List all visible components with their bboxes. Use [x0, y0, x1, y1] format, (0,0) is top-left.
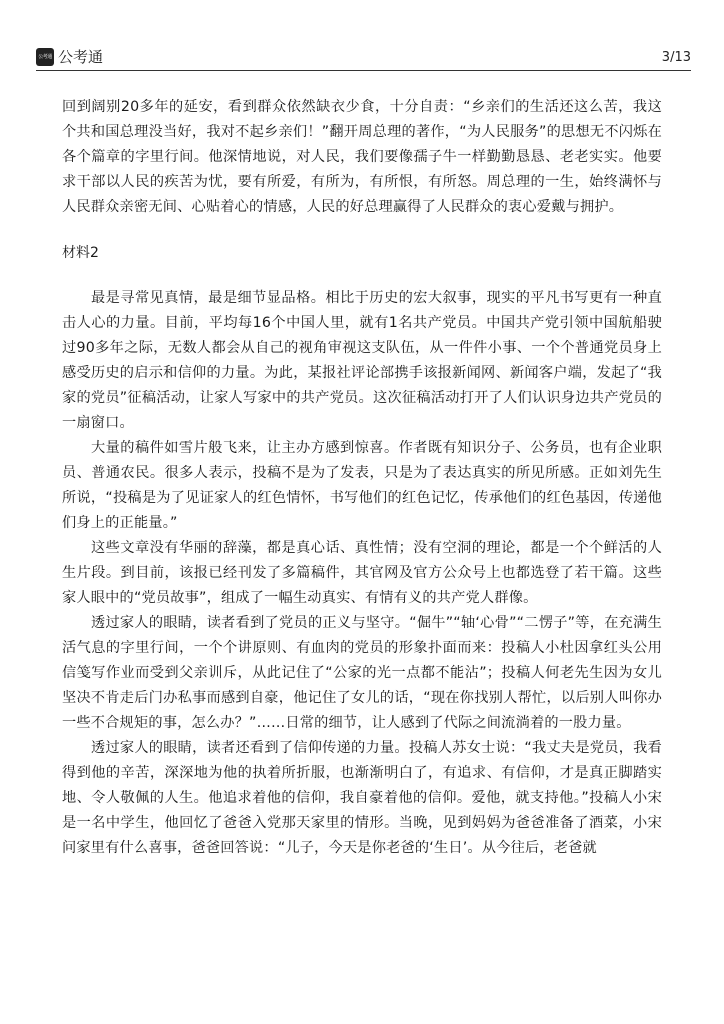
paragraph-3: 这些文章没有华丽的辞藻，都是真心话、真性情；没有空洞的理论，都是一个个鲜活的人生片段。到目前，该报已经刊发了多篇稿件，其官网及官方公众号上也都选登了若干篇。这些家人眼中的“党员故事”，组成了一幅生动真实、有情有义的共产党人群像。 — [62, 540, 662, 606]
paragraph-5: 透过家人的眼睛，读者还看到了信仰传递的力量。投稿人苏女士说：“我丈夫是党员，我看得到他的辛苦，深深地为他的执着所折服，也渐渐明白了，有追求、有信仰，才是真正脚踏实地、令人敬佩的人生。他追求着他的信仰，我自豪着他的信仰。爱他，就支持他。”投稿人小宋是一名中学生，他回忆了爸爸入党那天家里的情形。当晚，见到妈妈为爸爸准备了酒菜，小宋问家里有什么喜事，爸爸回答说：“儿子，今天是你老爸的‘生日’。从今往后，老爸就 — [62, 740, 662, 856]
paragraph-2: 大量的稿件如雪片般飞来，让主办方感到惊喜。作者既有知识分子、公务员，也有企业职员、普通农民。很多人表示，投稿不是为了发表，只是为了表达真实的所见所感。正如刘先生所说，“投稿是为了见证家人的红色情怀，书写他们的红色记忆，传承他们的红色基因，传递他们身上的正能量。” — [62, 440, 662, 531]
page-number: 3/13 — [661, 50, 691, 65]
page-header — [36, 42, 691, 71]
logo — [36, 46, 103, 67]
logo-mark: 公考通 — [36, 48, 54, 66]
document-body — [62, 95, 662, 861]
paragraph-intro: 回到阔别20多年的延安，看到群众依然缺衣少食，十分自责：“乡亲们的生活还这么苦，我这个共和国总理没当好，我对不起乡亲们！”翻开周总理的著作，“为人民服务”的思想无不闪烁在各个篇章的字里行间。他深情地说，对人民，我们要像孺子牛一样勤勤恳恳、老老实实。他要求干部以人民的疾苦为忧，要有所爱，有所为，有所恨，有所怒。周总理的一生，始终满怀与人民群众亲密无间、心贴着心的情感，人民的好总理赢得了人民群众的衷心爱戴与拥护。 — [62, 99, 662, 215]
paragraph-1: 最是寻常见真情，最是细节显品格。相比于历史的宏大叙事，现实的平凡书写更有一种直击人心的力量。目前，平均每16个中国人里，就有1名共产党员。中国共产党引领中国航船驶过90多年之际，无数人都会从自己的视角审视这支队伍，从一件件小事、一个个普通党员身上感受历史的启示和信仰的力量。为此，某报社评论部携手该报新闻网、新闻客户端，发起了“我家的党员”征稿活动，让家人写家中的共产党员。这次征稿活动打开了人们认识身边共产党员的一扇窗口。 — [62, 290, 662, 431]
paragraph-4: 透过家人的眼睛，读者看到了党员的正义与坚守。“倔牛”“轴‘心骨”“二愣子”等，在充满生活气息的字里行间，一个个讲原则、有血肉的党员的形象扑面而来：投稿人小杜因拿红头公用信笺写作业而受到父亲训斥，从此记住了“公家的光一点都不能沾”；投稿人何老先生因为女儿坚决不肯走后门办私事而感到自豪，他记住了女儿的话，“现在你找别人帮忙，以后别人叫你办一些不合规矩的事，怎么办？”……日常的细节，让人感到了代际之间流淌着的一股力量。 — [62, 615, 662, 731]
logo-text: 公考通 — [58, 48, 104, 66]
section-heading-material-2: 材料2 — [62, 245, 99, 261]
